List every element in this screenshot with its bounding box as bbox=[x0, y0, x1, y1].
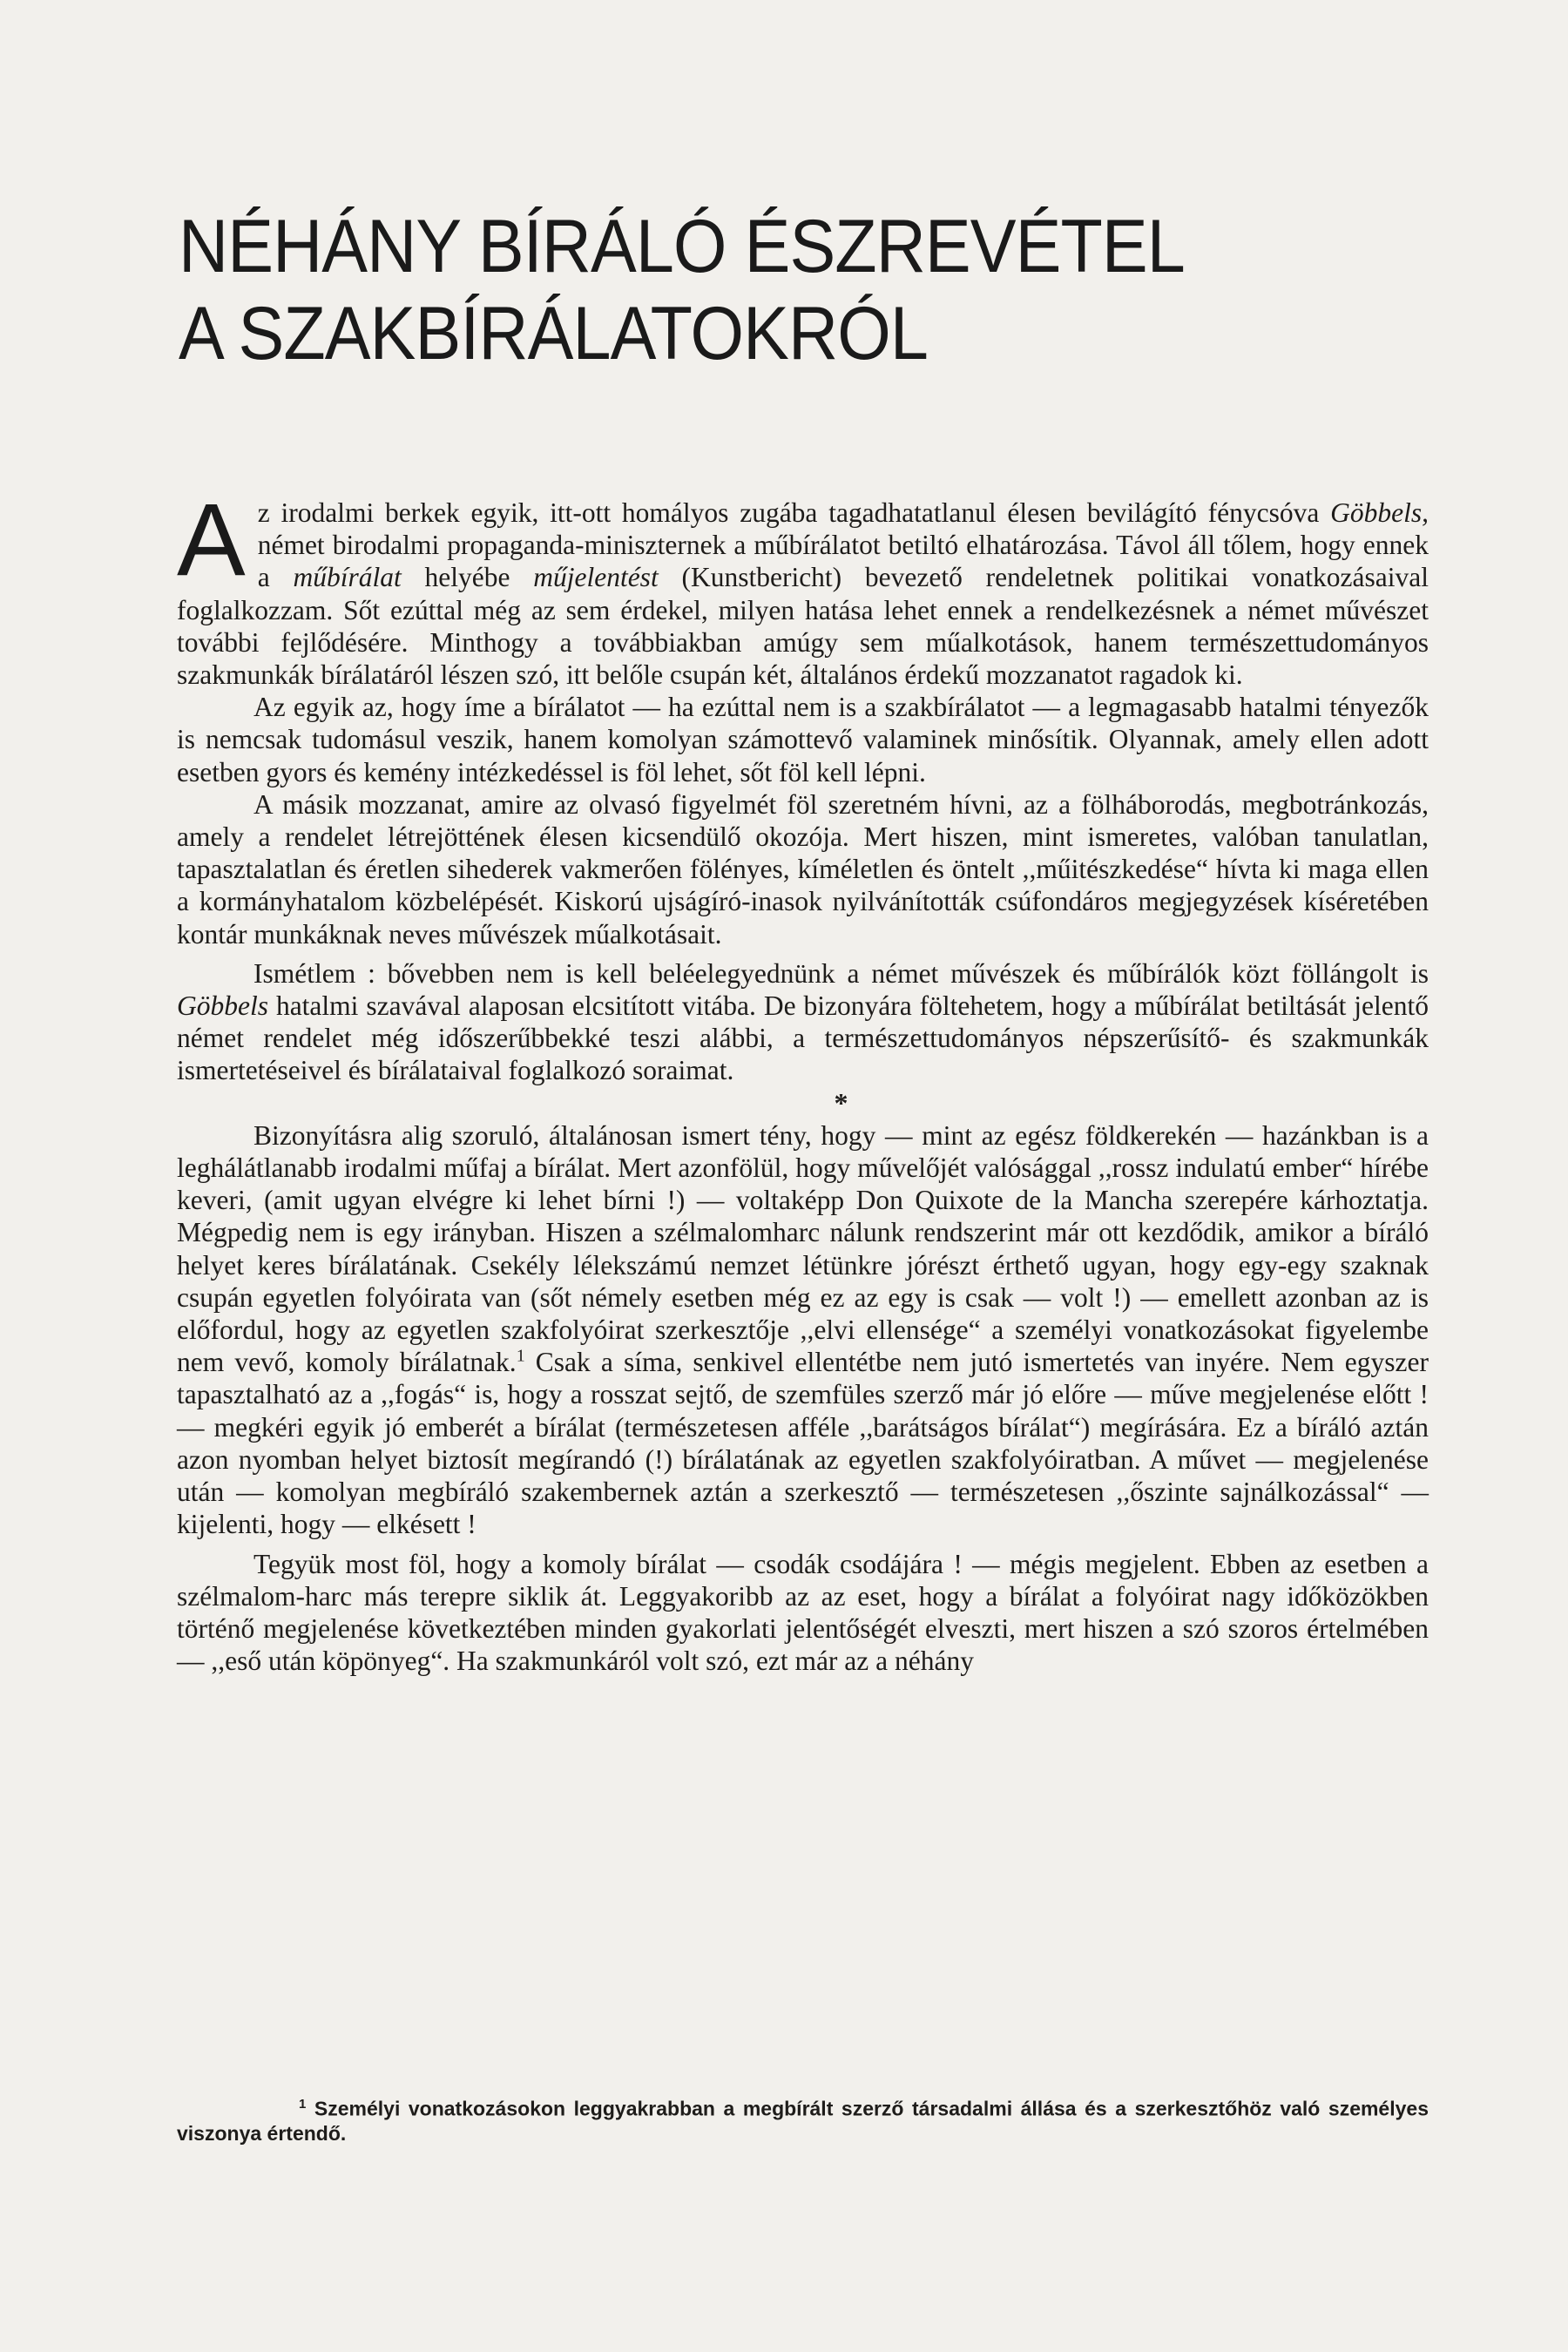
text-run: z irodalmi berkek egyik, itt-ott homályos zugába tagadhatatlanul élesen bevilágító fénycsóva bbox=[257, 497, 1331, 528]
text-run: helyébe bbox=[401, 562, 534, 593]
article-body bbox=[177, 483, 1429, 1677]
text-run: Bizonyításra alig szoruló, általánosan ismert tény, hogy — mint az egész földkerekén — hazánkban is a leghálátlanabb irodalmi műfaj a bírálat. Mert azonfölül, hogy művelőjét valósággal ,,rossz indulatú ember“ hírébe keveri, (amit ugyan elvégre ki lehet bírni !) — voltaképp Don Quixote de la Mancha szerepére kárhoztatja. Mégpedig nem is egy irányban. Hiszen a szélmalomharc nálunk rendszerint már ott kezdődik, amikor a bíráló helyet keres bírálatának. Csekély lélekszámú nemzet létünkre jórészt érthető ugyan, hogy egy-egy szaknak csupán egyetlen folyóirata van (sőt némely esetben még ez az egy is csak — volt !) — emellett azonban az is előfordul, hogy az egyetlen szakfolyóirat szerkesztője ,,elvi ellensége“ a személyi vonatkozásokat figyelembe nem vevő, komoly bírálatnak. bbox=[177, 1119, 1429, 1378]
text-run: német birodalmi propaganda-miniszternek a műbírálatot betiltó elhatározása. Távol áll tőlem, hogy ennek a bbox=[257, 530, 1429, 593]
title-line-1: NÉHÁNY BÍRÁLÓ ÉSZREVÉTEL bbox=[179, 204, 1185, 288]
text-run: hatalmi szavával alaposan elcsitított vitába. De bizonyára föltehetem, hogy a műbírálat betiltását jelentő német rendelet még időszerűbbekké teszi alábbi, a természettudományos népszerűsítő- és szakmunkák ismertetéseivel és bírálataival foglalkozó soraimat. bbox=[177, 990, 1429, 1086]
text-run: Csak a síma, senkivel ellentétbe nem jutó ismertetés van inyére. Nem egyszer tapasztalható az a ,,fogás“ is, hogy a rosszat sejtő, de szemfüles szerző már jó előre — műve megjelenése előtt ! — megkéri egyik jó emberét a bírálat (természetesen afféle ,,barátságos bírálat“) megírására. Ez a bíráló aztán azon nyomban helyet biztosít megírandó (!) bírálatának az egyetlen szakfolyóiratban. A művet — megjelenése után — komolyan megbíráló szakembernek aztán a szerkesztő — természetesen ,,őszinte sajnálkozással“ — kijelenti, hogy — elkésett ! bbox=[177, 1347, 1429, 1540]
paragraph-1 bbox=[177, 483, 1429, 691]
paragraph-4 bbox=[177, 957, 1429, 1087]
footnote-mark: 1 bbox=[299, 2097, 307, 2112]
italic-name: Göbbels bbox=[177, 990, 268, 1022]
footnote-reference: 1 bbox=[516, 1346, 525, 1366]
italic-term: műjelentést bbox=[533, 562, 659, 593]
footnote bbox=[177, 2092, 1429, 2146]
italic-term: műbírálat bbox=[293, 562, 402, 593]
article-title bbox=[179, 203, 1220, 377]
paragraph-5 bbox=[177, 1119, 1429, 1541]
paragraph-3: A másik mozzanat, amire az olvasó figyelmét föl szeretném hívni, az a fölháborodás, megbotránkozás, amely a rendelet létrejöttének élesen kicsendülő okozója. Mert hiszen, mint ismeretes, valóban tanulatlan, tapasztalatlan és éretlen sihederek vakmerően fölényes, kíméletlen és öntelt ,,műitészkedése“ hívta ki maga ellen a kormányhatalom közbelépését. Kiskorú ujságíró-inasok nyilvánították csúfondáros megjegyzések kíséretében kontár munkáknak neves művészek műalkotásait. bbox=[177, 788, 1429, 950]
text-run: Ismétlem : bővebben nem is kell beléelegyednünk a német művészek és műbírálók közt föllángolt is bbox=[253, 957, 1429, 989]
drop-cap: A bbox=[177, 483, 246, 598]
text-run: (Kunstbericht) bevezető rendeletnek politikai vonatkozásaival foglalkozzam. Sőt ezúttal még az sem érdekel, milyen hatása lehet ennek a rendelkezésnek a német művészet további fejlődésére. Minthogy a továbbiakban amúgy sem műalkotások, hanem természettudományos szakmunkák bírálatáról lészen szó, itt belőle csupán két, általános érdekű mozzanatot ragadok ki. bbox=[177, 562, 1429, 691]
italic-name: Göbbels, bbox=[1330, 497, 1429, 528]
paragraph-6: Tegyük most föl, hogy a komoly bírálat — csodák csodájára ! — mégis megjelent. Ebben az esetben a szélmalom-harc más terepre siklik át. Leggyakoribb az az eset, hogy a bírálat a folyóirat nagy időközökben történő megjelenése következtében minden gyakorlati jelentőségét elveszti, mert hiszen a szó szoros értelmében — ,,eső után köpönyeg“. Ha szakmunkáról volt szó, ezt már az a néhány bbox=[177, 1548, 1429, 1677]
section-separator: * bbox=[834, 1086, 848, 1119]
footnote-text: Személyi vonatkozásokon leggyakrabban a megbírált szerző társadalmi állása és a szerkesztőhöz való személyes viszonya értendő. bbox=[177, 2097, 1429, 2145]
title-line-2: A SZAKBÍRÁLATOKRÓL bbox=[179, 291, 928, 375]
paragraph-2: Az egyik az, hogy íme a bírálatot — ha ezúttal nem is a szakbírálatot — a legmagasabb hatalmi tényezők is nemcsak tudomásul veszik, hanem komolyan számottevő valaminek minősítik. Olyannak, amely ellen adott esetben gyors és kemény intézkedéssel is föl lehet, sőt föl kell lépni. bbox=[177, 692, 1429, 787]
